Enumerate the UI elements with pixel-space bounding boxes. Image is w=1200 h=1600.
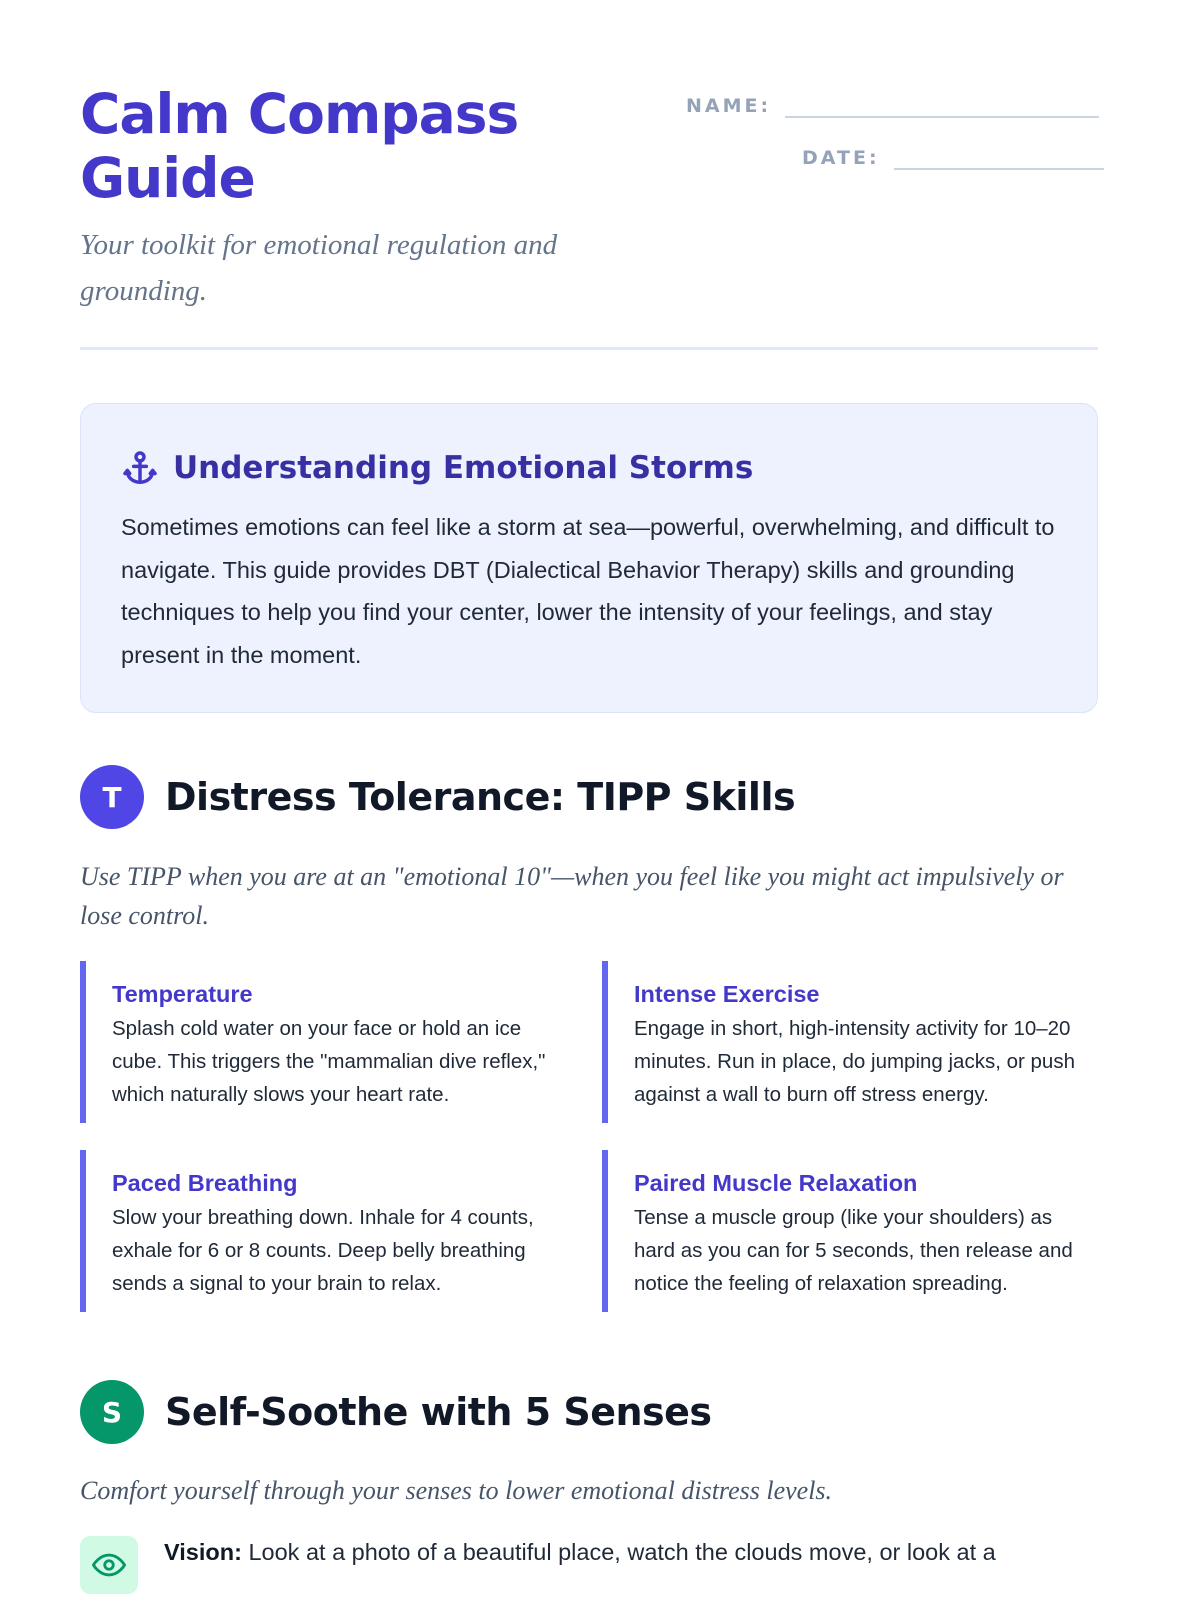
tipp-badge: T — [80, 765, 144, 829]
tipp-section-header — [80, 765, 795, 829]
skill-card-intense-exercise — [602, 961, 1098, 1123]
sense-description: Look at a photo of a beautiful place, watch the clouds move, or look at a — [248, 1539, 996, 1565]
senses-badge: S — [80, 1380, 144, 1444]
skill-text: Engage in short, high-intensity activity for 10–20 minutes. Run in place, do jumping jacks, or push against a wall to burn off stress energy. — [634, 1017, 1075, 1106]
sense-label: Vision: — [164, 1539, 242, 1565]
skill-title: Temperature — [112, 981, 253, 1007]
skill-text: Slow your breathing down. Inhale for 4 counts, exhale for 6 or 8 counts. Deep belly breathing sends a signal to your brain to relax. — [112, 1206, 534, 1295]
date-field[interactable] — [802, 138, 1104, 170]
senses-section-header — [80, 1380, 712, 1444]
name-input-line[interactable] — [785, 86, 1099, 118]
skill-card-paced-breathing — [80, 1150, 576, 1312]
skill-text: Splash cold water on your face or hold an ice cube. This triggers the "mammalian dive reflex," which naturally slows your heart rate. — [112, 1017, 546, 1106]
page-subtitle: Your toolkit for emotional regulation and grounding. — [80, 229, 558, 307]
skill-card-temperature — [80, 961, 576, 1123]
date-label: DATE: — [802, 147, 880, 169]
intro-heading — [121, 446, 1057, 490]
intro-text: Sometimes emotions can feel like a storm at sea—powerful, overwhelming, and difficult to navigate. This guide provides DBT (Dialectical Behavior Therapy) skills and grounding techniques to help you find your center, lower the intensity of your feelings, and stay present in the moment. — [121, 514, 1055, 668]
intro-title: Understanding Emotional Storms — [173, 450, 754, 486]
worksheet-page — [80, 0, 1098, 1565]
senses-description: Comfort yourself through your senses to lower emotional distress levels. — [80, 1476, 833, 1505]
tipp-section-title: Distress Tolerance: TIPP Skills — [165, 775, 796, 819]
senses-section-title: Self-Soothe with 5 Senses — [165, 1390, 712, 1434]
skill-title: Paced Breathing — [112, 1170, 298, 1196]
skill-title: Intense Exercise — [634, 981, 820, 1007]
anchor-icon — [121, 449, 159, 487]
skill-text: Tense a muscle group (like your shoulders) as hard as you can for 5 seconds, then release and notice the feeling of relaxation spreading. — [634, 1206, 1073, 1295]
eye-icon — [80, 1536, 138, 1594]
sense-item-vision — [80, 1536, 1094, 1594]
page-title: Calm Compass Guide — [80, 82, 519, 210]
tipp-description: Use TIPP when you are at an "emotional 10"—when you feel like you might act impulsively or lose control. — [80, 862, 1064, 930]
page-header — [80, 0, 1098, 350]
intro-callout — [80, 403, 1098, 713]
sense-text — [164, 1536, 1094, 1594]
skill-title: Paired Muscle Relaxation — [634, 1170, 918, 1196]
name-label: NAME: — [686, 95, 772, 117]
skill-card-paired-muscle-relaxation — [602, 1150, 1098, 1312]
name-field[interactable] — [686, 86, 1099, 118]
date-input-line[interactable] — [894, 138, 1104, 170]
eye-icon-glyph — [92, 1548, 126, 1582]
